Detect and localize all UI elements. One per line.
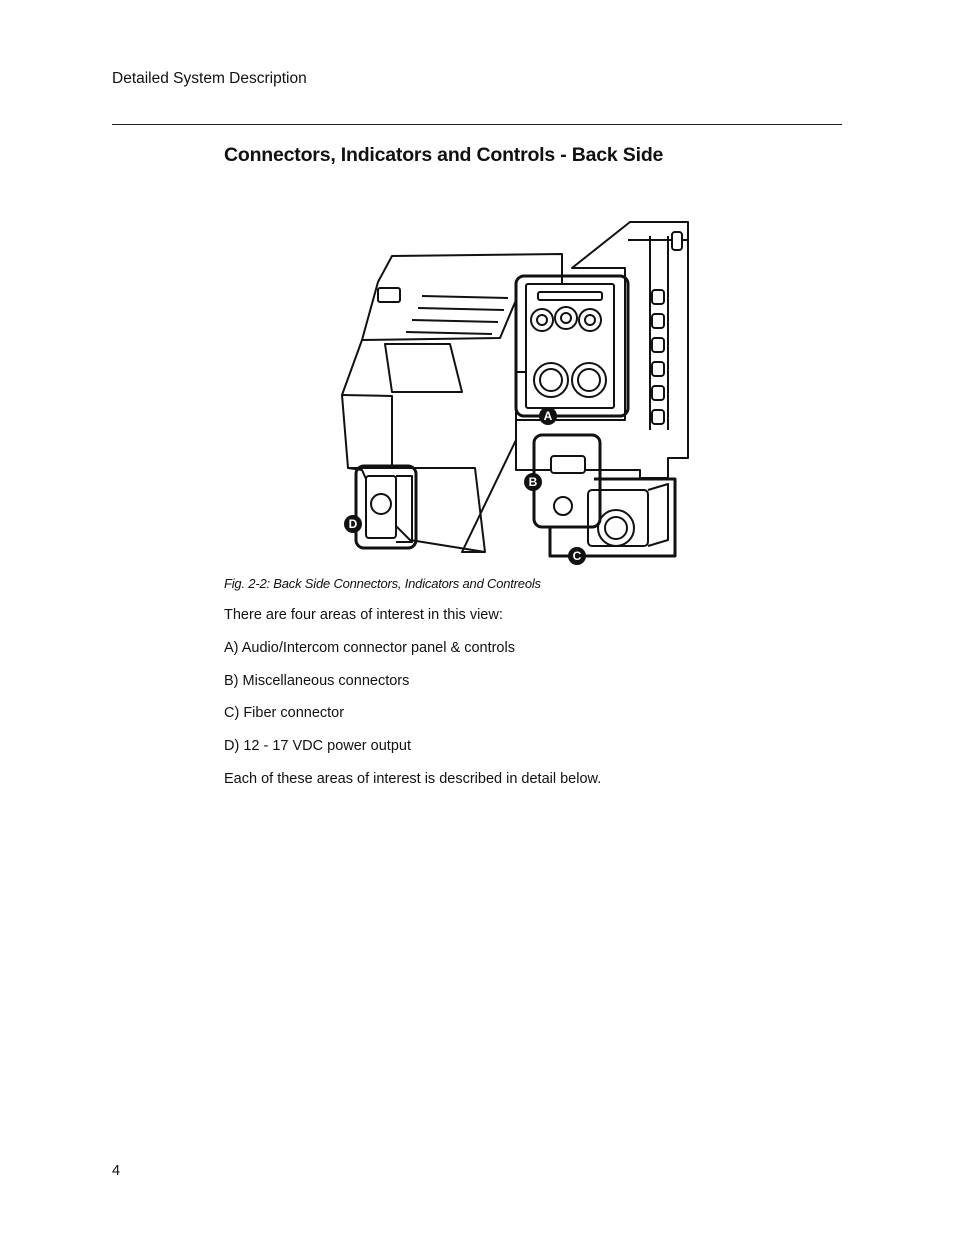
page-number: 4 (112, 1163, 121, 1179)
list-item: A) Audio/Intercom connector panel & controls (224, 639, 515, 656)
list-item: C) Fiber connector (224, 705, 345, 722)
figure-caption: Fig. 2-2: Back Side Connectors, Indicators and Contreols (224, 576, 541, 591)
callout-label-c: C (572, 549, 582, 563)
outro-paragraph: Each of these areas of interest is described in detail below. (224, 770, 602, 787)
header-rule (112, 124, 842, 125)
body-text (224, 605, 824, 802)
callout-label-b: B (528, 475, 538, 489)
callout-label-d: D (348, 517, 358, 531)
list-item: B) Miscellaneous connectors (224, 672, 410, 689)
intro-paragraph: There are four areas of interest in this view: (224, 607, 503, 623)
back-side-figure (330, 214, 700, 574)
callout-label-a: A (543, 409, 553, 423)
running-header: Detailed System Description (112, 70, 307, 87)
section-title: Connectors, Indicators and Controls - Back Side (224, 144, 664, 166)
list-item: D) 12 - 17 VDC power output (224, 738, 411, 755)
